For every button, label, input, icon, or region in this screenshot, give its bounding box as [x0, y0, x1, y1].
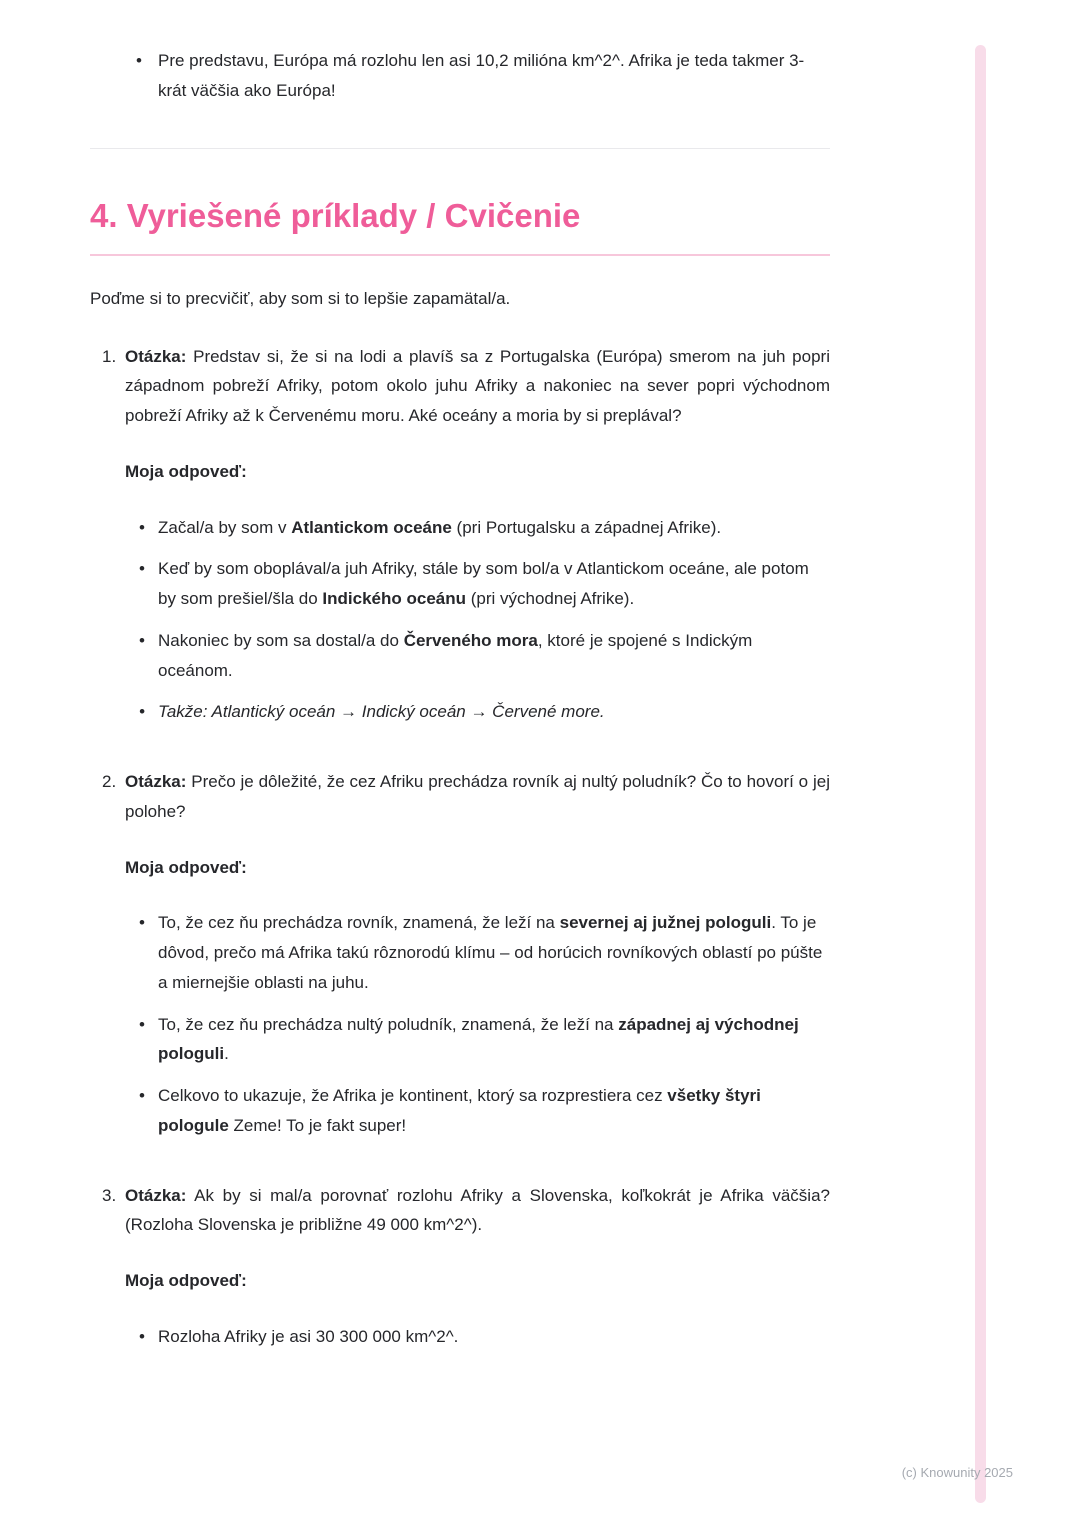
question-text: Otázka: Predstav si, že si na lodi a plavíš sa z Portugalska (Európa) smerom na juh popri západnom pobreží Afriky, potom okolo juhu Afriky a nakoniec na sever popri východnom pobreží Afriky až k Červenému moru. Aké oceány a moria by si preplával? — [125, 346, 830, 425]
answer-bullet-list — [125, 908, 830, 1140]
bullet-text: Takže: Atlantický oceán → Indický oceán → Červené more. — [158, 702, 605, 722]
question-number: 3. — [102, 1185, 117, 1205]
intro-paragraph: Poďme si to precvičiť, aby som si to lepšie zapamätal/a. — [90, 288, 511, 308]
document-content — [90, 46, 830, 1352]
list-item — [125, 1081, 830, 1141]
bullet-text: Keď by som oboplával/a juh Afriky, stále by som bol/a v Atlantickom oceáne, ale potom by som prešiel/šla do Indického oceánu (pri východnej Afrike). — [158, 559, 809, 608]
question-list — [90, 342, 830, 1352]
question-text: Otázka: Prečo je dôležité, že cez Afriku prechádza rovník aj nultý poludník? Čo to hovorí o jej polohe? — [125, 772, 830, 821]
question-text: Otázka: Ak by si mal/a porovnať rozlohu Afriky a Slovenska, koľkokrát je Afrika väčšia? (Rozloha Slovenska je približne 49 000 km^2^). — [125, 1185, 830, 1235]
bullet-text: Začal/a by som v Atlantickom oceáne (pri Portugalsku a západnej Afrike). — [158, 517, 722, 537]
bullet-text: Pre predstavu, Európa má rozlohu len asi 10,2 milióna km^2^. Afrika je teda takmer 3-krát väčšia ako Európa! — [158, 51, 805, 100]
intro-bullet-list — [90, 46, 830, 106]
bullet-text: Celkovo to ukazuje, že Afrika je kontinent, ktorý sa rozprestiera cez všetky štyri pologule Zeme! To je fakt super! — [158, 1086, 761, 1135]
question-block — [90, 1181, 830, 1352]
list-item — [125, 513, 830, 543]
question-block — [90, 342, 830, 728]
section-divider — [90, 148, 830, 149]
question-block — [90, 767, 830, 1141]
list-item — [125, 697, 830, 727]
question-number: 1. — [102, 346, 117, 366]
section-heading: 4. Vyriešené príklady / Cvičenie — [90, 195, 830, 256]
list-item — [125, 1010, 830, 1070]
list-item — [90, 46, 830, 106]
list-item — [125, 908, 830, 997]
copyright-footer: (c) Knowunity 2025 — [901, 1465, 1013, 1480]
answer-label: Moja odpoveď: — [125, 461, 247, 481]
answer-label: Moja odpoveď: — [125, 1271, 247, 1290]
answer-label: Moja odpoveď: — [125, 857, 247, 877]
list-item — [125, 626, 830, 686]
list-item — [125, 1322, 830, 1352]
list-item — [125, 554, 830, 614]
scrollbar[interactable] — [975, 45, 986, 1503]
bullet-text: Nakoniec by som sa dostal/a do Červeného mora, ktoré je spojené s Indickým oceánom. — [158, 630, 753, 680]
question-number: 2. — [102, 772, 117, 791]
answer-bullet-list — [125, 1322, 830, 1352]
bullet-text: To, že cez ňu prechádza nultý poludník, znamená, že leží na západnej aj východnej pologuli. — [158, 1014, 799, 1064]
bullet-text: To, že cez ňu prechádza rovník, znamená, že leží na severnej aj južnej pologuli. To je dôvod, prečo má Afrika takú rôznorodú klímu – od horúcich rovníkových oblastí po púšte a miernejšie oblasti na juhu. — [158, 913, 823, 992]
answer-bullet-list — [125, 513, 830, 728]
bullet-text: Rozloha Afriky je asi 30 300 000 km^2^. — [158, 1326, 459, 1346]
